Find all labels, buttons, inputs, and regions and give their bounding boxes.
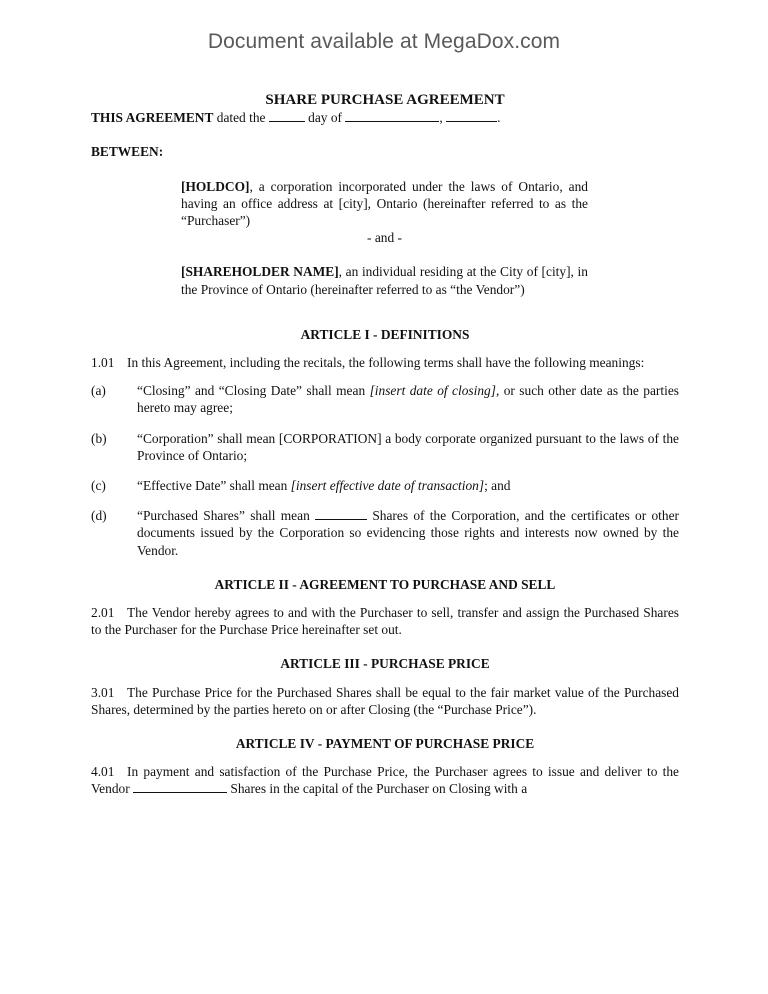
item-text — [137, 507, 679, 559]
intro-comma: , — [439, 110, 447, 126]
item-text-post: Shares of the Corporation, and the certificates or other documents issued by the Corporation so evidencing those rights and interests now owned by the Vendor. — [137, 508, 679, 558]
item-text-placeholder: [insert date of closing] — [369, 383, 496, 399]
document-page — [91, 92, 679, 798]
clause-text: In this Agreement, including the recitals, the following terms shall have the following meanings: — [127, 355, 645, 371]
between-heading: BETWEEN: — [91, 144, 164, 160]
item-text-post: , or such other date as the parties hereto may agree; — [137, 383, 679, 416]
item-text-pre: “Closing” and “Closing Date” shall mean — [137, 383, 370, 399]
clause-number: 3.01 — [91, 684, 115, 700]
item-text — [137, 382, 679, 416]
item-text-post: ; and — [484, 478, 511, 494]
shares-issued-blank — [133, 781, 227, 793]
article-3-heading: ARTICLE III - PURCHASE PRICE — [280, 656, 490, 672]
clause-4-01 — [91, 763, 679, 797]
party1-text: , a corporation incorporated under the laws of Ontario, and having an office address at [city], Ontario (hereinafter referred to as the “Purchaser”) — [181, 178, 588, 229]
document-title: SHARE PURCHASE AGREEMENT — [265, 92, 505, 108]
item-label: (a) — [91, 383, 106, 399]
item-label: (d) — [91, 508, 107, 524]
item-text-placeholder: [insert effective date of transaction] — [290, 478, 485, 494]
clause-text: The Vendor hereby agrees to and with the Purchaser to sell, transfer and assign the Purchased Shares to the Purchaser for the Purchase Price hereinafter set out. — [91, 605, 679, 638]
definition-item — [91, 430, 679, 464]
clause-text-pre: In payment and satisfaction of the Purchase Price, the Purchaser agrees to issue and deliver to the Vendor — [91, 764, 679, 797]
item-label: (c) — [91, 478, 106, 494]
intro-day-of: day of — [304, 110, 346, 126]
shares-blank — [315, 508, 367, 520]
item-text: “Corporation” shall mean [CORPORATION] a body corporate organized pursuant to the laws of the Province of Ontario; — [137, 430, 679, 463]
clause-number: 4.01 — [91, 764, 115, 780]
party2-name: [SHAREHOLDER NAME] — [181, 264, 339, 280]
party-shareholder — [181, 263, 588, 297]
clause-number: 1.01 — [91, 355, 115, 371]
item-text-pre: “Purchased Shares” shall mean — [137, 508, 316, 524]
item-label: (b) — [91, 430, 107, 446]
article-4-heading: ARTICLE IV - PAYMENT OF PURCHASE PRICE — [235, 736, 535, 752]
party-holdco — [181, 178, 588, 230]
article-2-heading: ARTICLE II - AGREEMENT TO PURCHASE AND SELL — [214, 576, 556, 592]
item-text-pre: “Effective Date” shall mean — [137, 478, 291, 494]
party1-name: [HOLDCO] — [181, 178, 250, 194]
agreement-intro — [91, 109, 679, 126]
clause-3-01 — [91, 684, 679, 718]
clause-2-01 — [91, 604, 679, 638]
clause-text-post: Shares in the capital of the Purchaser on Closing with a — [227, 781, 528, 797]
clause-number: 2.01 — [91, 605, 115, 621]
item-text — [137, 477, 679, 494]
definition-item — [91, 507, 679, 559]
article-1-heading: ARTICLE I - DEFINITIONS — [300, 326, 470, 342]
definition-item — [91, 477, 679, 494]
month-blank — [345, 110, 439, 122]
clause-1-01 — [91, 354, 679, 371]
intro-dated: dated the — [213, 110, 269, 126]
day-blank — [269, 110, 305, 122]
year-blank — [446, 110, 497, 122]
clause-text: The Purchase Price for the Purchased Shares shall be equal to the fair market value of the Purchased Shares, determined by the parties hereto on or after Closing (the “Purchase Price”). — [91, 684, 679, 717]
party2-text: , an individual residing at the City of [city], in the Province of Ontario (hereinafter referred to as “the Vendor”) — [181, 264, 588, 297]
definition-item — [91, 382, 679, 416]
intro-lead: THIS AGREEMENT — [91, 110, 214, 126]
watermark-banner: Document available at MegaDox.com — [207, 30, 561, 53]
and-separator: - and - — [367, 230, 402, 246]
intro-period: . — [497, 110, 501, 126]
